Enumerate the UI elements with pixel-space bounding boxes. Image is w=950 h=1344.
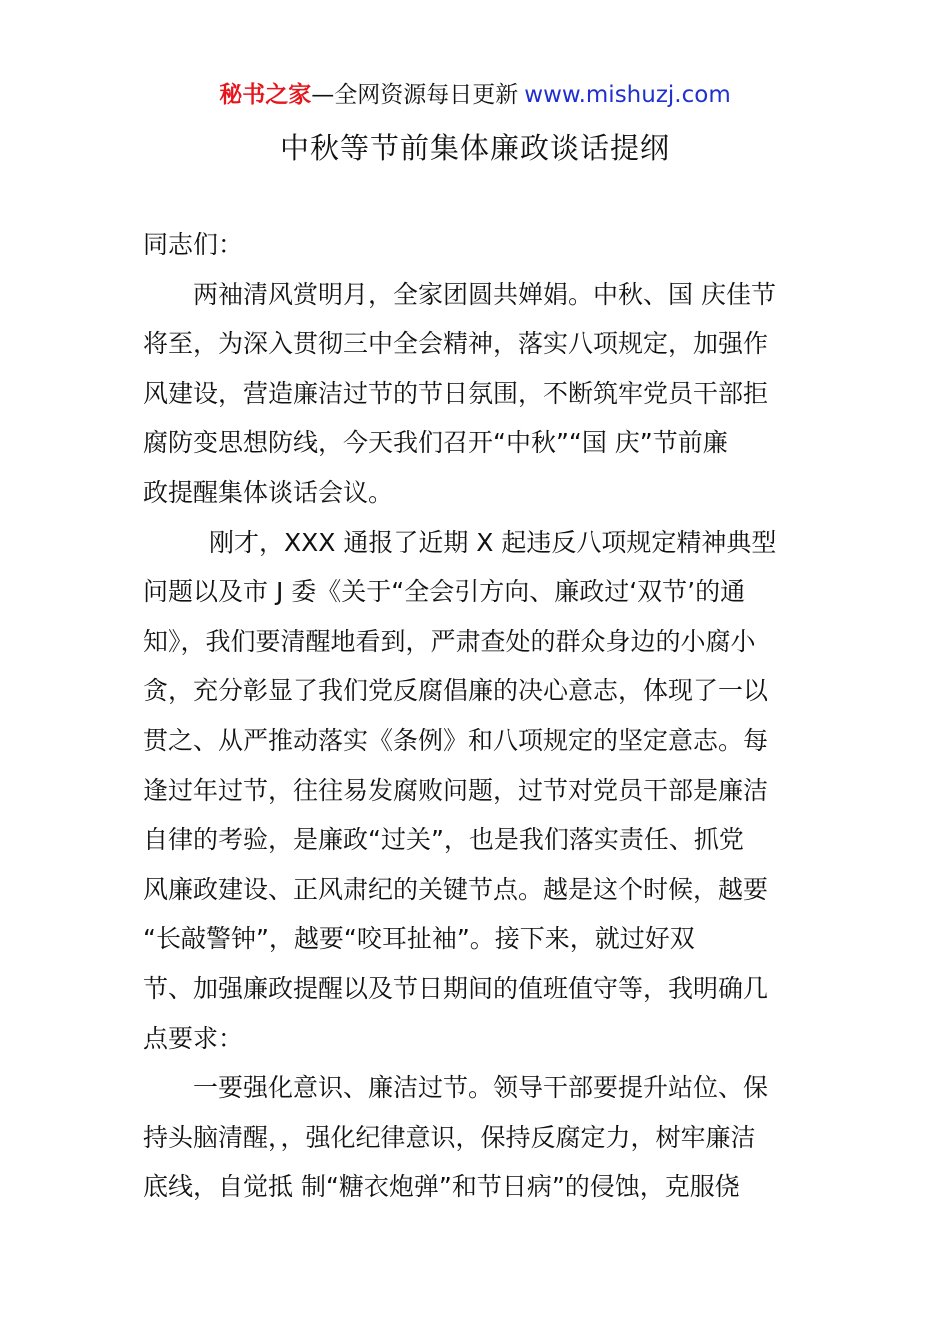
text-line: 两袖清风赏明月，全家团圆共婵娟。中秋、国 庆佳节 [193, 279, 776, 309]
text-line: “长敲警钟”，越要“咬耳扯袖”。接下来，就过好双 [143, 924, 695, 954]
brand-name: 秘书之家 [219, 82, 312, 108]
text-line: 风廉政建设、正风肃纪的关键节点。越是这个时候，越要 [143, 874, 769, 904]
header-tagline: —全网资源每日更新 [311, 82, 519, 108]
text-line: 问题以及市 J 委《关于“全会引方向、廉政过‘双节’的通 [143, 577, 746, 607]
text-line: 一要强化意识、廉洁过节。领导干部要提升站位、保 [193, 1073, 769, 1103]
text-line: 知》，我们要清醒地看到，严肃查处的群众身边的小腐小 [143, 626, 756, 656]
text-line: 刚才，XXX 通报了近期 X 起违反八项规定精神典型 [209, 527, 777, 557]
document-title: 中秋等节前集体廉政谈话提纲 [279, 131, 670, 165]
text-line: 腐防变思想防线，今天我们召开“中秋”“国 庆”节前廉 [143, 428, 728, 458]
text-line: 贯之、从严推动落实《条例》和八项规定的坚定意志。每 [143, 725, 769, 755]
text-line: 自律的考验，是廉政“过关”，也是我们落实责任、抓党 [143, 825, 744, 855]
watermark-header [0, 78, 950, 112]
text-line: 节、加强廉政提醒以及节日期间的值班值守等，我明确几 [143, 973, 769, 1003]
text-line: 持头脑清醒，，强化纪律意识，保持反腐定力，树牢廉洁 [143, 1122, 756, 1152]
text-line: 风建设，营造廉洁过节的节日氛围，不断筑牢党员干部拒 [143, 378, 769, 408]
text-line: 逢过年过节，往往易发腐败问题，过节对党员干部是廉洁 [143, 775, 769, 805]
text-line: 底线，自觉抵 制“糖衣炮弹”和节日病”的侵蚀，克服侥 [143, 1172, 740, 1202]
text-line: 点要求： [143, 1023, 244, 1053]
document-body [143, 220, 807, 1212]
text-line: 贪，充分彰显了我们党反腐倡廉的决心意志，体现了一以 [143, 676, 769, 706]
salutation: 同志们： [143, 230, 244, 259]
website-link[interactable]: www.mishuzj.com [524, 82, 731, 108]
text-line: 政提醒集体谈话会议。 [143, 477, 394, 507]
text-line: 将至，为深入贯彻三中全会精神，落实八项规定，加强作 [143, 329, 769, 359]
